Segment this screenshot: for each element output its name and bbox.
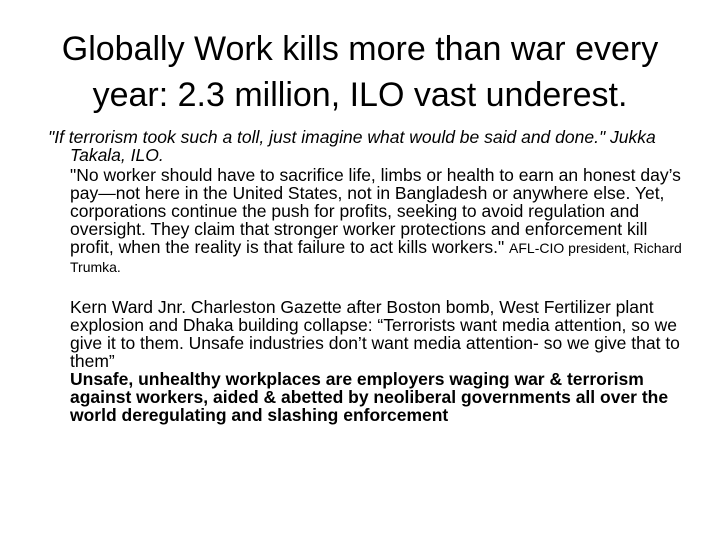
title-line-1: Globally Work kills more than war every bbox=[61, 30, 659, 68]
slide-title bbox=[30, 26, 690, 118]
trumka-quote: "No worker should have to sacrifice life, limbs or health to earn an honest day’s pay—not here in the United States, not in Bangladesh or anywhere else. Yet, corporations continue the push for profits, seeking to avoid regulation and oversight. They claim that stronger worker protections and enforcement kill profit, when the reality is that failure to act kills workers." bbox=[70, 165, 681, 257]
takala-quote: "If terrorism took such a toll, just imagine what would be said and done." Jukka Takala, ILO. bbox=[48, 127, 656, 165]
ward-quote: Kern Ward Jnr. Charleston Gazette after Boston bomb, West Fertilizer plant explosion and Dhaka building collapse: “Terrorists want media attention, so we give it to them. Unsafe industries don’t want media attention- so we give that to them” bbox=[70, 297, 680, 371]
trumka-attribution: AFL-CIO president, Richard Trumka. bbox=[70, 240, 682, 275]
title-line-2: year: 2.3 million, ILO vast underest. bbox=[92, 76, 628, 114]
trumka-quote-paragraph bbox=[70, 166, 688, 276]
slide-body bbox=[48, 128, 688, 424]
conclusion-text: Unsafe, unhealthy workplaces are employers waging war & terrorism against workers, aided & abetted by neoliberal governments all over the world deregulating and slashing enforcement bbox=[70, 369, 669, 425]
